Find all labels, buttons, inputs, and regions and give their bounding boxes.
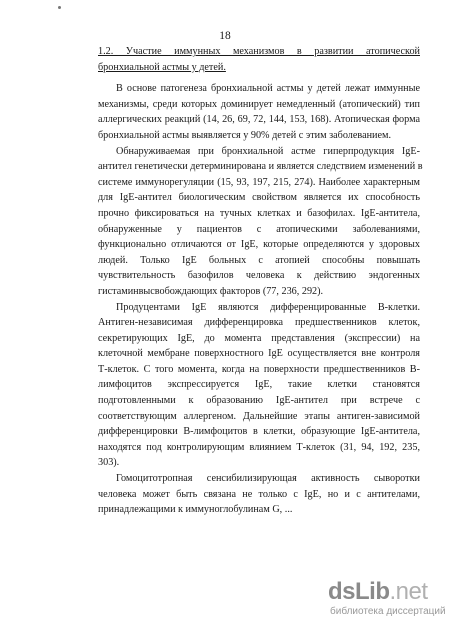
text-line: Т-клеток. С того момента, когда на поверхности предшественников В- [98,363,420,375]
text-line: для IgE-антител биологическим свойством является их способность [98,192,420,204]
text-line: Обнаруживаемая при бронхиальной астме гиперпродукция IgE- [116,145,420,157]
text-line: людей. Только IgE больных с атопией способны повышать [98,254,420,266]
paragraph [98,471,420,518]
text-line: находятся под контролирующим влиянием Т-клеток (31, 94, 192, 235, [98,441,420,453]
text-line: принадлежащими к иммуноглобулинам G, ... [98,504,293,516]
text-line: В основе патогенеза бронхиальной астмы у детей лежат иммунные [116,83,420,95]
text-line: обнаруженные у пациентов с атопическими заболеваниями, [98,223,420,235]
text-line: соответствующим аллергеном. Дальнейшие этапы антиген-зависимой [98,410,420,422]
text-line: лимфоцитов экспрессируется IgE, такие клетки становятся [98,379,420,391]
text-line: чувствительность базофилов человека к действию эндогенных [98,270,420,282]
paragraph [98,144,423,300]
text-line: секретирующих IgE, до момента представления (экспрессии) на [98,332,420,344]
scan-speck [58,6,61,9]
text-line: антител генетически детерминирована и является следствием изменений в [98,161,423,173]
text-line: Гомоцитотропная сенсибилизирующая активность сыворотки [116,473,420,485]
text-line: человека может быть связана не только с IgE, но и с антителами, [98,488,420,500]
section-heading [98,44,420,75]
text-line: клеточной мембране поверхностного IgE осуществляется вне контроля [98,348,420,360]
text-line: прочно фиксироваться на тучных клетках и базофилах. IgE-антитела, [98,207,420,219]
text-line: аллергических реакций (14, 26, 69, 72, 144, 153, 168). Атопическая форма [98,114,420,126]
text-body [98,44,423,518]
page-number: 18 [219,30,231,42]
text-line: системе иммунорегуляции (15, 93, 197, 215, 274). Наиболее характерным [98,176,420,188]
text-line: дифференцировки В-лимфоцитов в клетки, образующие IgE-антитела, [98,426,420,438]
text-line: бронхиальной астмы выявляется у 90% детей с этим заболеванием. [98,129,392,141]
watermark-subtitle: библиотека диссертаций [330,606,446,617]
text-line: подготовленными к образованию IgE-антител при встрече с [98,395,420,407]
watermark-logo: dsLib.net [328,578,428,605]
text-line: Антиген-независимая дифференцировка предшественников клеток, [98,317,420,329]
heading-line: бронхиальной астмы у детей. [98,61,226,73]
paragraphs [98,81,423,518]
text-line: гистаминвысвобождающих факторов (77, 236, 292). [98,285,324,297]
text-line: Продуцентами IgE являются дифференцированные В-клетки. [116,301,420,313]
paragraph [98,300,420,472]
watermark [328,578,446,622]
text-line: функционально отличаются от IgE, которые определяются у здоровых [98,239,420,251]
heading-line: 1.2. Участие иммунных механизмов в развитии атопической [98,46,420,57]
text-line: механизмы, среди которых доминирует немедленный (атопический) тип [98,98,420,110]
paragraph [98,81,420,143]
text-line: 303). [98,457,120,469]
